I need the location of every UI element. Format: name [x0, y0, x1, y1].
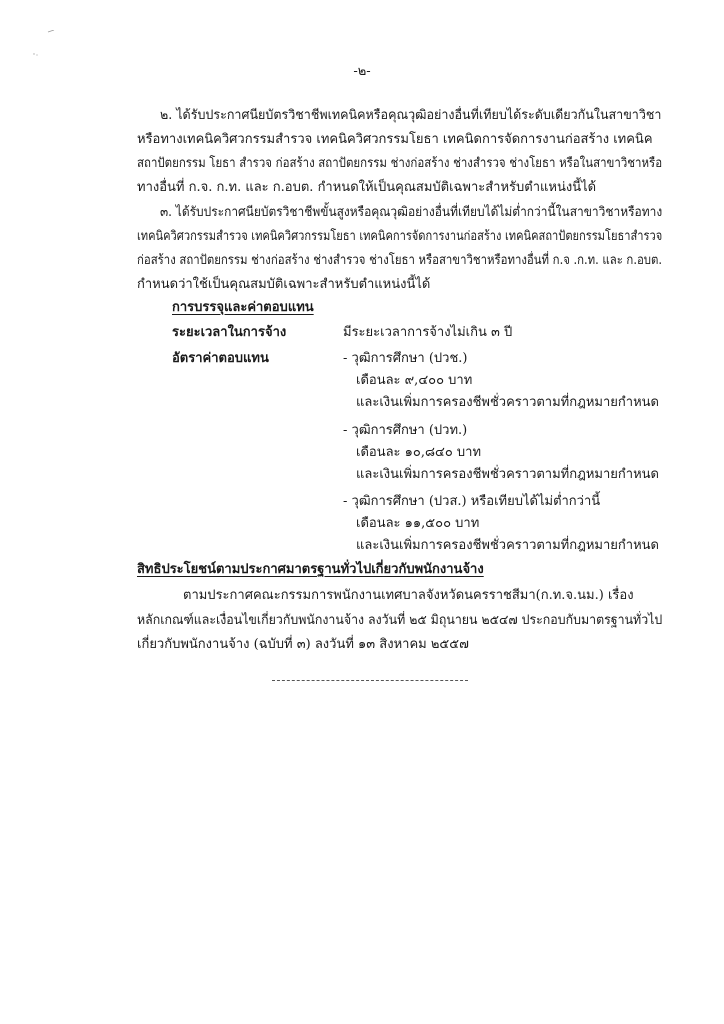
item2-line-4: ทางอื่นที่ ก.จ. ก.ท. และ ก.อบต. กำหนดให้เป็นคุณสมบัติเฉพาะสำหรับตำแหน่งนี้ได้ [137, 180, 597, 195]
benefits-line-3: เกี่ยวกับพนักงานจ้าง (ฉบับที่ ๓) ลงวันที่ ๑๓ สิงหาคม ๒๕๕๗ [137, 637, 469, 652]
item2-line-1: ๒. ได้รับประกาศนียบัตรวิชาชีพเทคนิคหรือคุณวุฒิอย่างอื่นที่เทียบได้ระดับเดียวกันในสาขาวิชา [160, 108, 662, 123]
rate-1-extra: และเงินเพิ่มการครองชีพชั่วคราวตามที่กฎหมายกำหนด [356, 395, 659, 410]
item2-line-3: สถาปัตยกรรม โยธา สำรวจ ก่อสร้าง สถาปัตยกรรม ช่างก่อสร้าง ช่างสำรวจ ช่างโยธา หรือในสาขาวิชาหรือ [137, 156, 663, 171]
benefits-heading: สิทธิประโยชน์ตามประกาศมาตรฐานทั่วไปเกี่ยวกับพนักงานจ้าง [137, 562, 484, 577]
end-divider [272, 680, 468, 681]
item3-line-2: เทคนิควิศวกรรมสำรวจ เทคนิควิศวกรรมโยธา เทคนิคการจัดการงานก่อสร้าง เทคนิคสถาปัตยกรรมโยธาสำรวจ [137, 229, 663, 244]
rate-3-degree: - วุฒิการศึกษา (ปวส.) หรือเทียบได้ไม่ต่ำกว่านี้ [343, 494, 601, 509]
compensation-heading: การบรรจุและค่าตอบแทน [172, 300, 314, 315]
benefits-line-1: ตามประกาศคณะกรรมการพนักงานเทศบาลจังหวัดนครราชสีมา(ก.ท.จ.นม.) เรื่อง [183, 588, 634, 603]
rate-3-salary: เดือนละ ๑๑,๕๐๐ บาท [356, 516, 480, 531]
rate-label: อัตราค่าตอบแทน [172, 351, 269, 366]
item3-line-3: ก่อสร้าง สถาปัตยกรรม ช่างก่อสร้าง ช่างสำรวจ ช่างโยธา หรือสาขาวิชาหรือทางอื่นที่ ก.จ .ก.ท. และ ก.อบต. [137, 253, 663, 268]
benefits-line-2: หลักเกณฑ์และเงื่อนไขเกี่ยวกับพนักงานจ้าง ลงวันที่ ๒๕ มิถุนายน ๒๕๔๗ ประกอบกับมาตรฐานทั่วไป [137, 613, 663, 628]
duration-label: ระยะเวลาในการจ้าง [172, 325, 287, 340]
page-number: -๒- [353, 64, 371, 79]
item3-line-1: ๓. ได้รับประกาศนียบัตรวิชาชีพขั้นสูงหรือคุณวุฒิอย่างอื่นที่เทียบได้ไม่ต่ำกว่านี้ในสาขาวิชาหรือทาง [160, 205, 663, 220]
item3-line-4: กำหนดว่าใช้เป็นคุณสมบัติเฉพาะสำหรับตำแหน่งนี้ได้ [137, 277, 431, 292]
rate-2-salary: เดือนละ ๑๐,๘๔๐ บาท [356, 445, 482, 460]
rate-2-degree: - วุฒิการศึกษา (ปวท.) [343, 423, 468, 438]
rate-1-salary: เดือนละ ๙,๔๐๐ บาท [356, 373, 473, 388]
rate-1-degree: - วุฒิการศึกษา (ปวช.) [343, 351, 468, 366]
rate-3-extra: และเงินเพิ่มการครองชีพชั่วคราวตามที่กฎหมายกำหนด [356, 538, 659, 553]
duration-value: มีระยะเวลาการจ้างไม่เกิน ๓ ปี [343, 325, 513, 340]
rate-2-extra: และเงินเพิ่มการครองชีพชั่วคราวตามที่กฎหมายกำหนด [356, 467, 659, 482]
item2-line-2: หรือทางเทคนิควิศวกรรมสำรวจ เทคนิควิศวกรรมโยธา เทคนิดการจัดการงานก่อสร้าง เทคนิค [137, 132, 653, 147]
